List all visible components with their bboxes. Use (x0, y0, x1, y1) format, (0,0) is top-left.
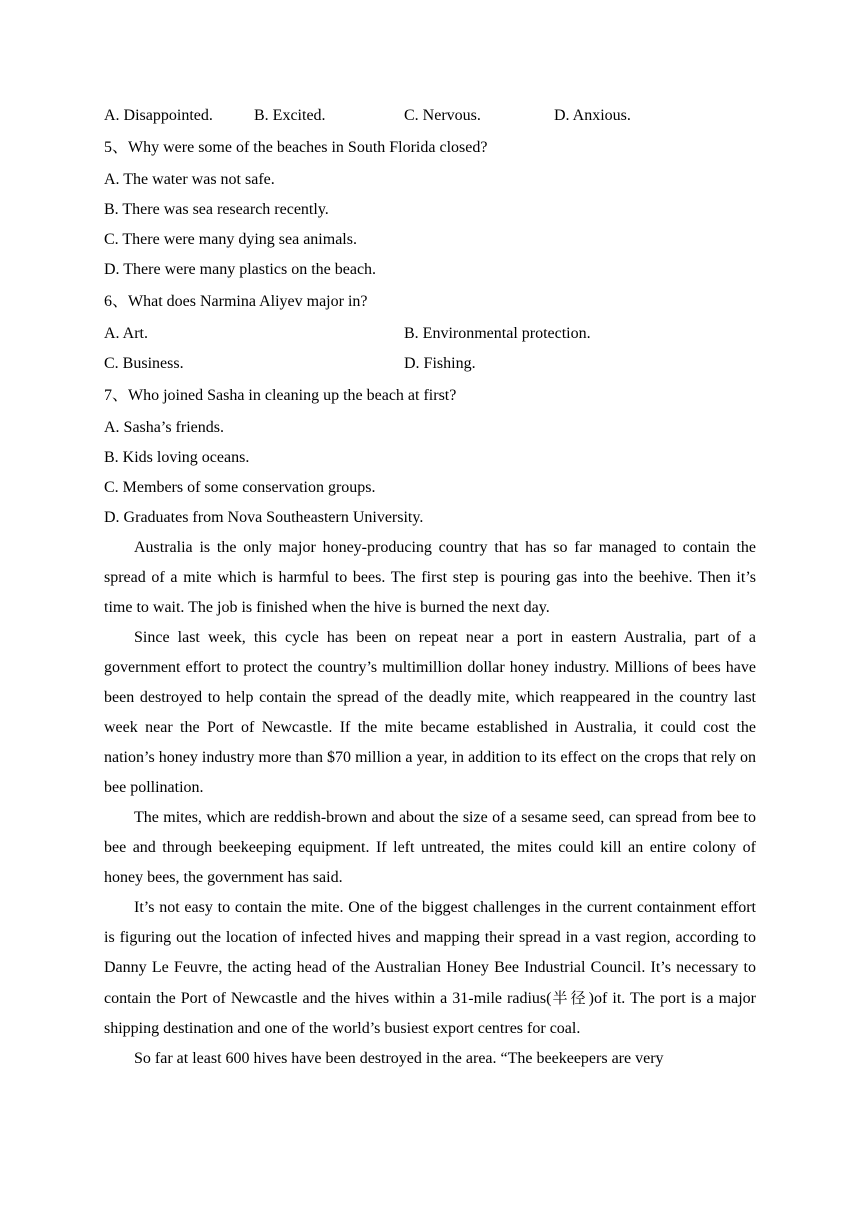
q6-question: 6、What does Narmina Aliyev major in? (104, 293, 368, 310)
q6-option-d: D. Fishing. (404, 355, 476, 372)
q7-option-b: B. Kids loving oceans. (104, 449, 250, 466)
q7-question: 7、Who joined Sasha in cleaning up the beach at first? (104, 387, 457, 404)
q6-option-b: B. Environmental protection. (404, 325, 591, 342)
passage-paragraph-5: So far at least 600 hives have been destroyed in the area. “The beekeepers are very (134, 1050, 664, 1067)
q5-option-b: B. There was sea research recently. (104, 201, 329, 218)
q7-option-d: D. Graduates from Nova Southeastern University. (104, 509, 424, 526)
q4-option-a: A. Disappointed. (104, 107, 213, 124)
q4-option-b: B. Excited. (254, 107, 326, 124)
passage-paragraph-2: Since last week, this cycle has been on repeat near a port in eastern Australia, part of a government effort to protect the country’s multimillion dollar honey industry. Millions of bees have been destroyed to help contain the spread of the deadly mite, which reappeared in the country last week near the Port of Newcastle. If the mite became established in Australia, it could cost the nation’s honey industry more than $70 million a year, in addition to its effect on the crops that rely on bee pollination. (104, 629, 756, 796)
passage-paragraph-4 (104, 893, 756, 1044)
passage-paragraph-4-part-1: It’s not easy to contain the mite. One of the biggest challenges in the current containment effort is figuring out the location of infected hives and mapping their spread in a vast region, according to Danny Le Feuvre, the acting head of the Australian Honey Bee Industrial Council. It’s necessary to contain the Port of Newcastle and the hives within a 31-mile radius( (104, 899, 756, 1007)
passage-paragraph-3: The mites, which are reddish-brown and about the size of a sesame seed, can spread from bee to bee and through beekeeping equipment. If left untreated, the mites could kill an entire colony of honey bees, the government has said. (104, 809, 756, 886)
q4-option-d: D. Anxious. (554, 107, 631, 124)
q7-option-a: A. Sasha’s friends. (104, 419, 224, 436)
q6-options-row-2 (104, 349, 756, 379)
passage-paragraph-4-part-2: )of it. The port is a major shipping destination and one of the world’s busiest export centres for coal. (104, 990, 756, 1037)
q6-option-c: C. Business. (104, 355, 184, 372)
passage-paragraph-4-chinese-gloss: 半径 (551, 989, 589, 1007)
document-page (104, 101, 756, 1074)
q4-option-c: C. Nervous. (404, 107, 481, 124)
q5-option-d: D. There were many plastics on the beach. (104, 261, 377, 278)
passage-paragraph-1: Australia is the only major honey-producing country that has so far managed to contain the spread of a mite which is harmful to bees. The first step is pouring gas into the beehive. Then it’s time to wait. The job is finished when the hive is burned the next day. (104, 539, 756, 616)
q5-option-c: C. There were many dying sea animals. (104, 231, 357, 248)
q4-options-row (104, 101, 756, 131)
q7-option-c: C. Members of some conservation groups. (104, 479, 376, 496)
q6-options-row-1 (104, 319, 756, 349)
q6-option-a: A. Art. (104, 325, 148, 342)
q5-option-a: A. The water was not safe. (104, 171, 275, 188)
q5-question: 5、Why were some of the beaches in South Florida closed? (104, 139, 488, 156)
